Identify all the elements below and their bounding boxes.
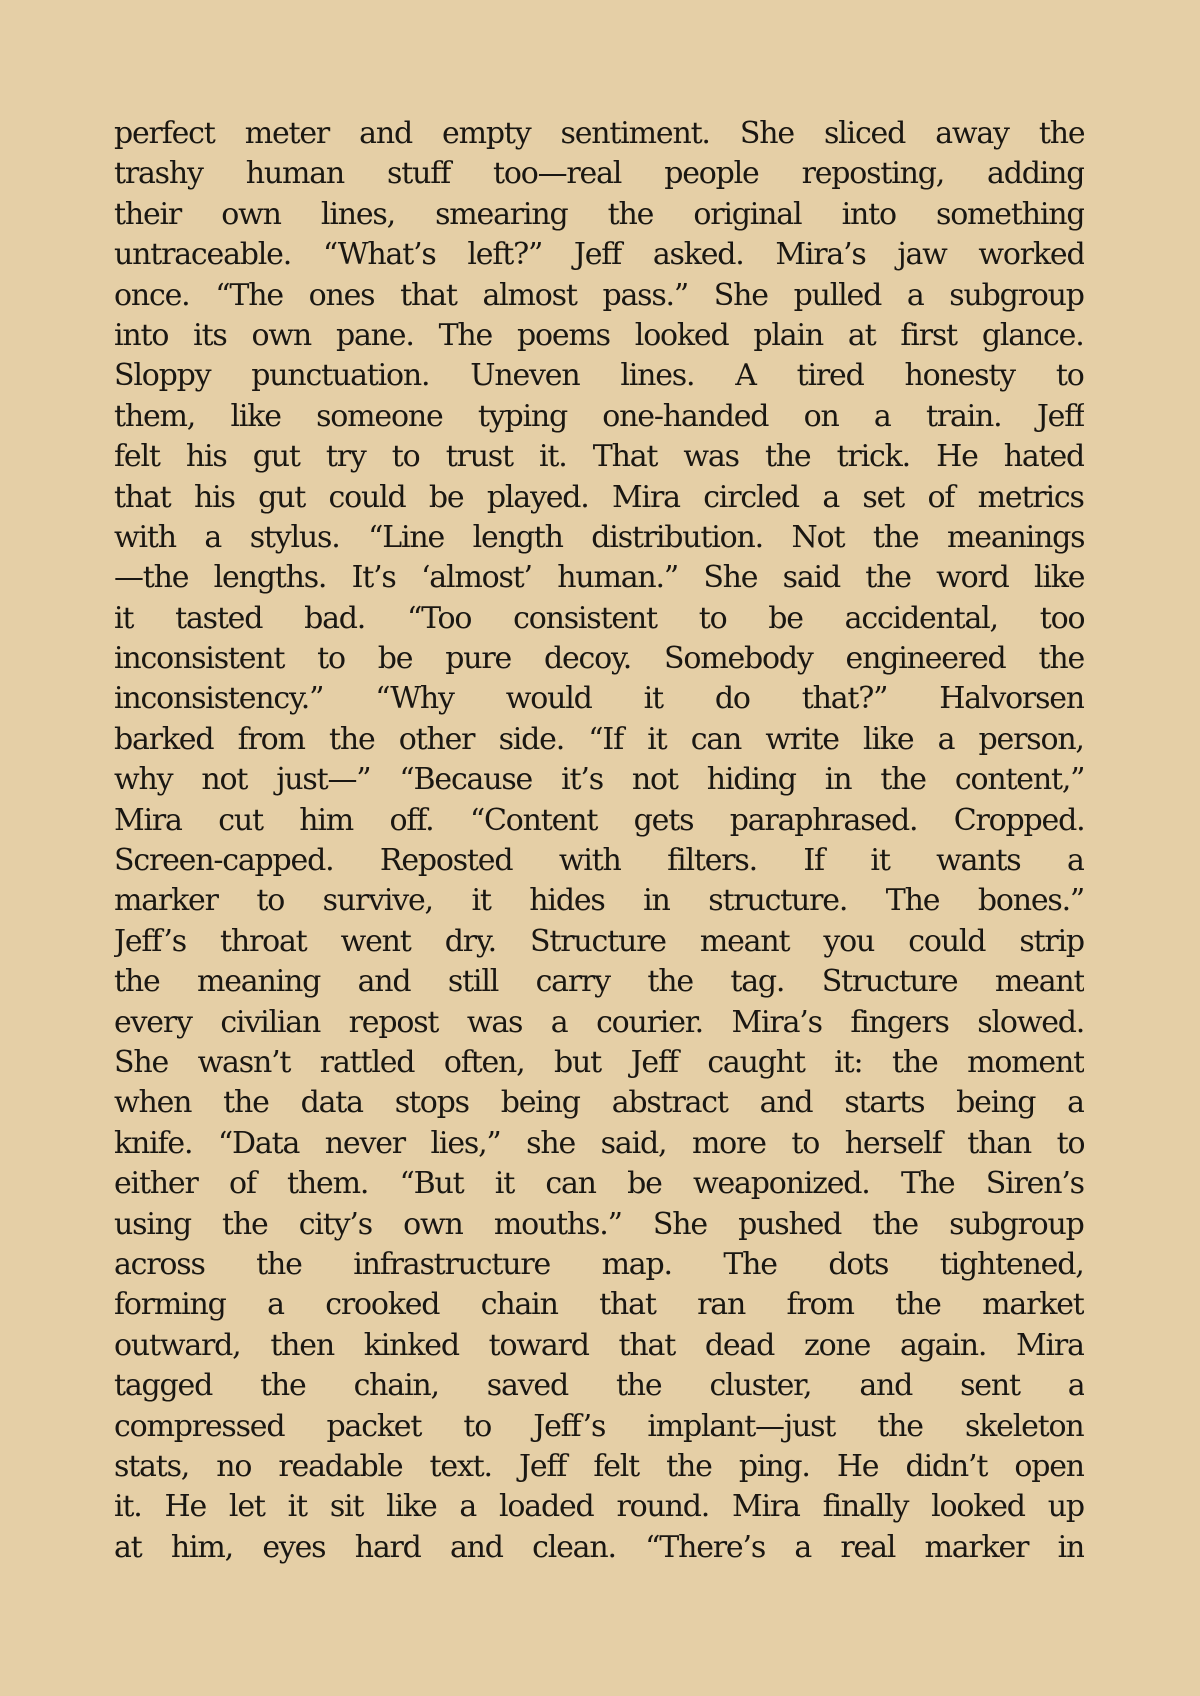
text-line: inconsistent to be pure decoy. Somebody engineered the — [114, 641, 1084, 677]
text-line: felt his gut try to trust it. That was the trick. He hated — [114, 439, 1084, 475]
text-line: —the lengths. It’s ‘almost’ human.” She said the word like — [114, 560, 1084, 596]
text-line: knife. “Data never lies,” she said, more to herself than to — [114, 1125, 1084, 1161]
text-line: Sloppy punctuation. Uneven lines. A tired honesty to — [114, 358, 1084, 394]
text-line: outward, then kinked toward that dead zone again. Mira — [114, 1327, 1084, 1363]
text-line: it tasted bad. “Too consistent to be accidental, too — [114, 600, 1084, 636]
text-line: every civilian repost was a courier. Mira’s fingers slowed. — [114, 1004, 1084, 1040]
text-line: with a stylus. “Line length distribution. Not the meanings — [114, 519, 1084, 555]
body-text — [114, 114, 1084, 1568]
book-page — [114, 114, 1084, 1574]
text-line: at him, eyes hard and clean. “There’s a real marker in — [114, 1529, 1084, 1565]
text-line: trashy human stuff too—real people reposting, adding — [114, 156, 1084, 192]
text-line: perfect meter and empty sentiment. She sliced away the — [114, 116, 1084, 151]
text-line: using the city’s own mouths.” She pushed the subgroup — [114, 1206, 1084, 1242]
text-line: them, like someone typing one-handed on a train. Jeff — [114, 398, 1084, 434]
text-line: their own lines, smearing the original into something — [114, 196, 1084, 232]
text-line: Screen-capped. Reposted with filters. If it wants a — [114, 843, 1084, 879]
text-line: untraceable. “What’s left?” Jeff asked. Mira’s jaw worked — [114, 237, 1084, 273]
text-line: inconsistency.” “Why would it do that?” Halvorsen — [114, 681, 1084, 717]
text-line: Mira cut him off. “Content gets paraphrased. Cropped. — [114, 802, 1084, 838]
text-line: that his gut could be played. Mira circled a set of metrics — [114, 479, 1084, 515]
text-line: across the infrastructure map. The dots tightened, — [114, 1246, 1084, 1282]
text-line: compressed packet to Jeff’s implant—just the skeleton — [114, 1408, 1084, 1444]
text-line: Jeff’s throat went dry. Structure meant you could strip — [114, 923, 1084, 959]
text-line: barked from the other side. “If it can write like a person, — [114, 721, 1084, 757]
text-line: forming a crooked chain that ran from the market — [114, 1287, 1084, 1323]
text-line: tagged the chain, saved the cluster, and sent a — [114, 1368, 1084, 1404]
text-line: She wasn’t rattled often, but Jeff caught it: the moment — [114, 1044, 1084, 1080]
text-line: either of them. “But it can be weaponized. The Siren’s — [114, 1166, 1084, 1202]
text-line: why not just—” “Because it’s not hiding in the content,” — [114, 762, 1084, 798]
text-line: once. “The ones that almost pass.” She pulled a subgroup — [114, 277, 1084, 313]
text-line: the meaning and still carry the tag. Structure meant — [114, 964, 1084, 1000]
text-line: it. He let it sit like a loaded round. Mira finally looked up — [114, 1489, 1084, 1525]
text-line: into its own pane. The poems looked plain at first glance. — [114, 317, 1084, 353]
text-line: marker to survive, it hides in structure. The bones.” — [114, 883, 1084, 919]
text-line: stats, no readable text. Jeff felt the ping. He didn’t open — [114, 1448, 1084, 1484]
text-line: when the data stops being abstract and starts being a — [114, 1085, 1084, 1121]
